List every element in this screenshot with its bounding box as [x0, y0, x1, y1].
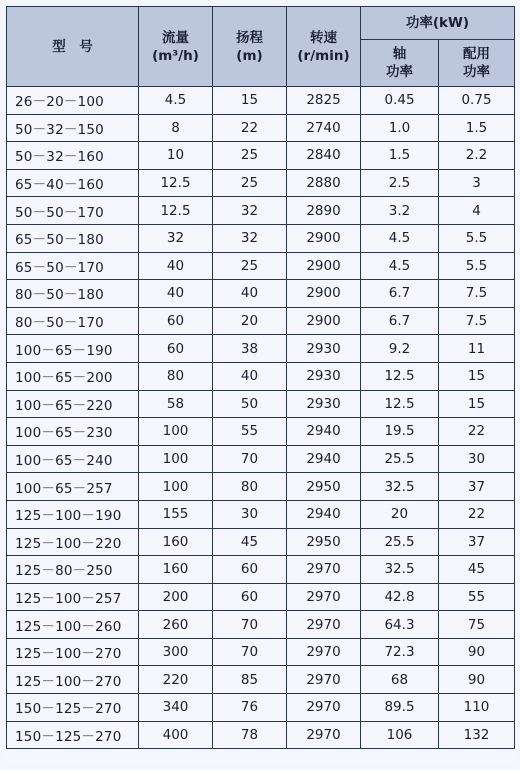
head-cell: 22	[213, 114, 287, 142]
head-cell: 60	[213, 556, 287, 584]
model-cell: 100－65－220	[7, 390, 139, 418]
speed-cell: 2970	[287, 638, 361, 666]
shaft-power-cell: 2.5	[361, 169, 439, 197]
head-cell: 40	[213, 362, 287, 390]
motor-power-cell: 7.5	[439, 307, 515, 335]
shaft-power-cell: 32.5	[361, 556, 439, 584]
speed-cell: 2825	[287, 87, 361, 115]
model-cell: 125－100－257	[7, 583, 139, 611]
head-cell: 70	[213, 611, 287, 639]
motor-power-cell: 15	[439, 362, 515, 390]
table-body	[7, 87, 515, 749]
table-row	[7, 114, 515, 142]
model-cell: 100－65－230	[7, 418, 139, 446]
motor-power-cell: 37	[439, 528, 515, 556]
motor-power-cell: 7.5	[439, 280, 515, 308]
model-cell: 125－100－270	[7, 666, 139, 694]
table-row	[7, 335, 515, 363]
motor-power-cell: 30	[439, 445, 515, 473]
table-row	[7, 169, 515, 197]
table-row	[7, 721, 515, 749]
speed-cell: 2900	[287, 252, 361, 280]
speed-cell: 2970	[287, 666, 361, 694]
head-cell: 70	[213, 445, 287, 473]
speed-cell: 2900	[287, 224, 361, 252]
shaft-power-cell: 64.3	[361, 611, 439, 639]
model-cell: 50－32－150	[7, 114, 139, 142]
shaft-power-cell: 42.8	[361, 583, 439, 611]
model-cell: 50－32－160	[7, 142, 139, 170]
shaft-power-cell: 89.5	[361, 694, 439, 722]
model-cell: 150－125－270	[7, 694, 139, 722]
model-cell: 50－50－170	[7, 197, 139, 225]
model-cell: 125－100－220	[7, 528, 139, 556]
head-cell: 32	[213, 224, 287, 252]
header-shaft-power	[361, 40, 439, 87]
header-speed-label: 转速	[310, 29, 337, 46]
motor-power-cell: 90	[439, 638, 515, 666]
speed-cell: 2940	[287, 418, 361, 446]
header-motor-power-l1: 配用	[463, 46, 490, 62]
model-cell: 125－100－260	[7, 611, 139, 639]
header-head-unit: (m)	[236, 47, 263, 64]
shaft-power-cell: 32.5	[361, 473, 439, 501]
head-cell: 38	[213, 335, 287, 363]
table-row	[7, 445, 515, 473]
speed-cell: 2970	[287, 611, 361, 639]
shaft-power-cell: 72.3	[361, 638, 439, 666]
head-cell: 80	[213, 473, 287, 501]
flow-cell: 100	[139, 445, 213, 473]
table-row	[7, 362, 515, 390]
header-motor-power	[439, 40, 515, 87]
flow-cell: 160	[139, 556, 213, 584]
flow-cell: 32	[139, 224, 213, 252]
table-row	[7, 197, 515, 225]
flow-cell: 400	[139, 721, 213, 749]
model-cell: 150－125－270	[7, 721, 139, 749]
model-cell: 26－20－100	[7, 87, 139, 115]
flow-cell: 40	[139, 252, 213, 280]
shaft-power-cell: 19.5	[361, 418, 439, 446]
flow-cell: 155	[139, 500, 213, 528]
model-cell: 80－50－180	[7, 280, 139, 308]
speed-cell: 2930	[287, 390, 361, 418]
head-cell: 15	[213, 87, 287, 115]
table-row	[7, 87, 515, 115]
model-cell: 80－50－170	[7, 307, 139, 335]
head-cell: 55	[213, 418, 287, 446]
speed-cell: 2900	[287, 307, 361, 335]
table-row	[7, 390, 515, 418]
flow-cell: 40	[139, 280, 213, 308]
flow-cell: 60	[139, 307, 213, 335]
speed-cell: 2970	[287, 583, 361, 611]
flow-cell: 8	[139, 114, 213, 142]
header-motor-power-l2: 功率	[463, 64, 490, 80]
table-row	[7, 473, 515, 501]
motor-power-cell: 5.5	[439, 252, 515, 280]
table-row	[7, 224, 515, 252]
shaft-power-cell: 106	[361, 721, 439, 749]
motor-power-cell: 4	[439, 197, 515, 225]
header-power: 功率(kW)	[361, 7, 515, 40]
table-row	[7, 611, 515, 639]
motor-power-cell: 22	[439, 418, 515, 446]
model-cell: 65－50－170	[7, 252, 139, 280]
flow-cell: 58	[139, 390, 213, 418]
header-flow-unit: (m³/h)	[152, 47, 199, 64]
table-header	[7, 7, 515, 87]
flow-cell: 12.5	[139, 197, 213, 225]
shaft-power-cell: 4.5	[361, 252, 439, 280]
flow-cell: 4.5	[139, 87, 213, 115]
speed-cell: 2970	[287, 556, 361, 584]
speed-cell: 2930	[287, 362, 361, 390]
table-row	[7, 694, 515, 722]
header-speed	[287, 7, 361, 87]
table-row	[7, 252, 515, 280]
flow-cell: 260	[139, 611, 213, 639]
header-head	[213, 7, 287, 87]
table-row	[7, 556, 515, 584]
motor-power-cell: 55	[439, 583, 515, 611]
shaft-power-cell: 9.2	[361, 335, 439, 363]
table-row	[7, 142, 515, 170]
shaft-power-cell: 1.0	[361, 114, 439, 142]
shaft-power-cell: 25.5	[361, 445, 439, 473]
head-cell: 85	[213, 666, 287, 694]
speed-cell: 2840	[287, 142, 361, 170]
header-head-label: 扬程	[236, 29, 263, 46]
shaft-power-cell: 12.5	[361, 362, 439, 390]
motor-power-cell: 75	[439, 611, 515, 639]
header-flow	[139, 7, 213, 87]
motor-power-cell: 1.5	[439, 114, 515, 142]
model-cell: 125－100－190	[7, 500, 139, 528]
head-cell: 76	[213, 694, 287, 722]
shaft-power-cell: 0.45	[361, 87, 439, 115]
motor-power-cell: 15	[439, 390, 515, 418]
speed-cell: 2880	[287, 169, 361, 197]
flow-cell: 300	[139, 638, 213, 666]
shaft-power-cell: 4.5	[361, 224, 439, 252]
speed-cell: 2950	[287, 528, 361, 556]
model-cell: 125－100－270	[7, 638, 139, 666]
header-shaft-power-l2: 功率	[386, 64, 413, 80]
header-shaft-power-l1: 轴	[392, 46, 407, 62]
speed-cell: 2740	[287, 114, 361, 142]
head-cell: 25	[213, 142, 287, 170]
flow-cell: 100	[139, 473, 213, 501]
motor-power-cell: 11	[439, 335, 515, 363]
motor-power-cell: 3	[439, 169, 515, 197]
speed-cell: 2930	[287, 335, 361, 363]
model-cell: 125－80－250	[7, 556, 139, 584]
flow-cell: 160	[139, 528, 213, 556]
shaft-power-cell: 3.2	[361, 197, 439, 225]
flow-cell: 12.5	[139, 169, 213, 197]
flow-cell: 10	[139, 142, 213, 170]
head-cell: 30	[213, 500, 287, 528]
shaft-power-cell: 25.5	[361, 528, 439, 556]
flow-cell: 220	[139, 666, 213, 694]
motor-power-cell: 2.2	[439, 142, 515, 170]
motor-power-cell: 110	[439, 694, 515, 722]
flow-cell: 60	[139, 335, 213, 363]
table-row	[7, 418, 515, 446]
motor-power-cell: 132	[439, 721, 515, 749]
shaft-power-cell: 6.7	[361, 307, 439, 335]
shaft-power-cell: 6.7	[361, 280, 439, 308]
head-cell: 70	[213, 638, 287, 666]
header-speed-unit: (r/min)	[297, 47, 350, 64]
shaft-power-cell: 12.5	[361, 390, 439, 418]
shaft-power-cell: 68	[361, 666, 439, 694]
table-row	[7, 528, 515, 556]
model-cell: 100－65－257	[7, 473, 139, 501]
table-row	[7, 666, 515, 694]
speed-cell: 2940	[287, 445, 361, 473]
speed-cell: 2970	[287, 694, 361, 722]
motor-power-cell: 5.5	[439, 224, 515, 252]
model-cell: 65－40－160	[7, 169, 139, 197]
pump-spec-table	[6, 6, 515, 749]
head-cell: 25	[213, 169, 287, 197]
model-cell: 100－65－240	[7, 445, 139, 473]
table-row	[7, 583, 515, 611]
table-row	[7, 307, 515, 335]
head-cell: 50	[213, 390, 287, 418]
flow-cell: 100	[139, 418, 213, 446]
motor-power-cell: 22	[439, 500, 515, 528]
model-cell: 65－50－180	[7, 224, 139, 252]
header-model: 型 号	[7, 7, 139, 87]
shaft-power-cell: 20	[361, 500, 439, 528]
speed-cell: 2950	[287, 473, 361, 501]
motor-power-cell: 0.75	[439, 87, 515, 115]
table-row	[7, 280, 515, 308]
head-cell: 20	[213, 307, 287, 335]
speed-cell: 2900	[287, 280, 361, 308]
motor-power-cell: 90	[439, 666, 515, 694]
model-cell: 100－65－200	[7, 362, 139, 390]
head-cell: 25	[213, 252, 287, 280]
model-cell: 100－65－190	[7, 335, 139, 363]
speed-cell: 2890	[287, 197, 361, 225]
flow-cell: 200	[139, 583, 213, 611]
motor-power-cell: 37	[439, 473, 515, 501]
table-row	[7, 638, 515, 666]
head-cell: 60	[213, 583, 287, 611]
speed-cell: 2940	[287, 500, 361, 528]
head-cell: 78	[213, 721, 287, 749]
header-flow-label: 流量	[162, 29, 189, 46]
pump-spec-sheet	[4, 6, 516, 764]
speed-cell: 2970	[287, 721, 361, 749]
shaft-power-cell: 1.5	[361, 142, 439, 170]
flow-cell: 80	[139, 362, 213, 390]
head-cell: 32	[213, 197, 287, 225]
head-cell: 40	[213, 280, 287, 308]
motor-power-cell: 45	[439, 556, 515, 584]
head-cell: 45	[213, 528, 287, 556]
table-row	[7, 500, 515, 528]
flow-cell: 340	[139, 694, 213, 722]
